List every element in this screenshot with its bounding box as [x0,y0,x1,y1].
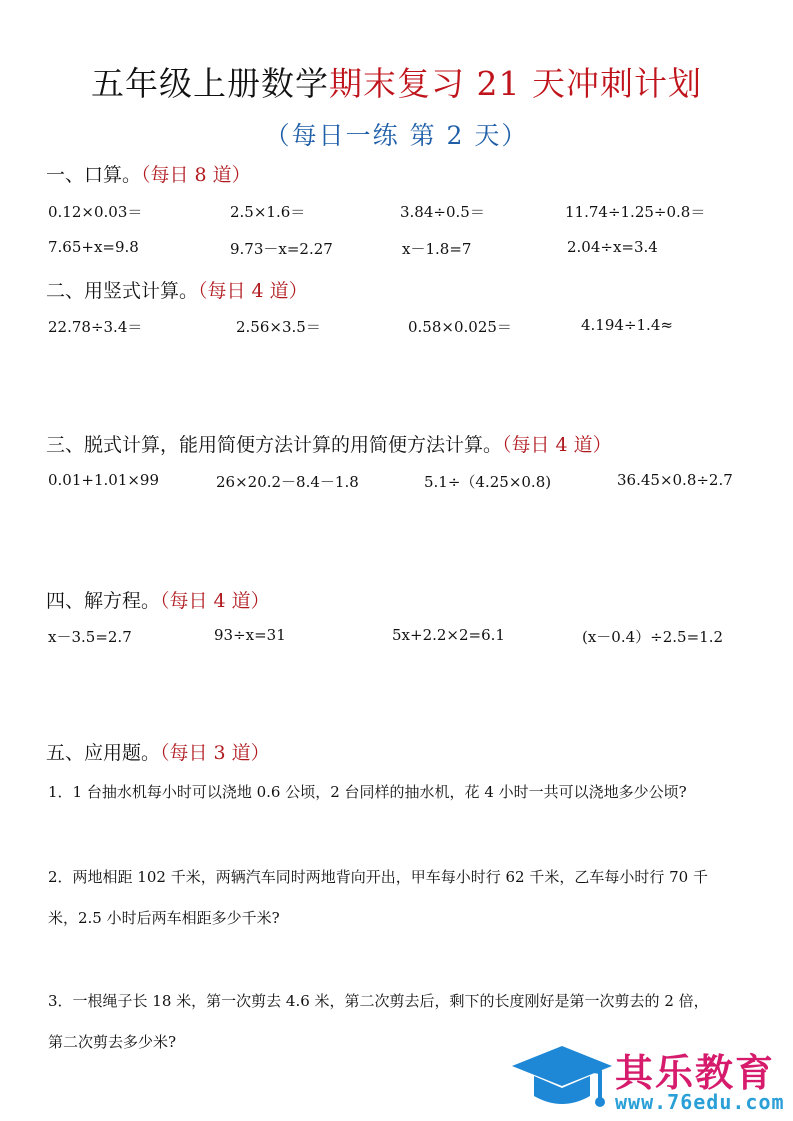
word-problem-3-cont: 第二次剪去多少米? [48,1033,177,1051]
problem-item: 5.1÷（4.25×0.8) [424,473,552,491]
problem-item: 4.194÷1.4≈ [581,316,673,334]
title-black: 五年级上册数学 [91,64,329,103]
problem-item: 7.65+x=9.8 [48,238,139,256]
problem-item: 0.01+1.01×99 [48,471,160,489]
section-quota: （每日 4 道） [198,280,308,302]
logo-url: www.76edu.com [615,1090,785,1114]
section-heading-5: 五、应用题。（每日 3 道） [46,742,270,764]
problem-item: (x－0.4）÷2.5=1.2 [582,628,724,646]
title-red: 期末复习 21 天冲刺计划 [329,64,702,103]
problem-item: 22.78÷3.4＝ [48,318,143,336]
problem-item: 0.58×0.025＝ [408,318,512,336]
problem-item: 9.73－x=2.27 [230,240,333,258]
section-heading-4: 四、解方程。（每日 4 道） [46,590,270,612]
problem-item: 11.74÷1.25÷0.8＝ [565,203,706,221]
section-quota: （每日 4 道） [160,590,270,612]
problem-item: 3.84÷0.5＝ [400,203,485,221]
problem-item: x－3.5=2.7 [48,628,132,646]
word-problem-2: 2．两地相距 102 千米，两辆汽车同时两地背向开出，甲车每小时行 62 千米，乙车每小时行 70 千 [48,868,708,886]
page-subtitle: （每日一练 第 2 天） [264,121,529,150]
problem-item: 36.45×0.8÷2.7 [617,471,733,489]
section-heading-2: 二、用竖式计算。（每日 4 道） [46,280,308,302]
problem-item: 5x+2.2×2=6.1 [392,626,505,644]
problem-item: x－1.8=7 [402,240,472,258]
section-quota: （每日 3 道） [160,742,270,764]
section-heading-1: 一、口算。（每日 8 道） [46,164,251,186]
logo-name: 其乐教育 [615,1051,776,1095]
word-problem-1: 1．1 台抽水机每小时可以浇地 0.6 公顷，2 台同样的抽水机，花 4 小时一共可以浇地多少公顷? [48,783,687,801]
problem-item: 2.56×3.5＝ [236,318,321,336]
problem-item: 2.04÷x=3.4 [567,238,658,256]
section-heading-3: 三、脱式计算，能用简便方法计算的用简便方法计算。（每日 4 道） [46,434,612,456]
page-title [0,58,793,105]
problem-item: 93÷x=31 [214,626,286,644]
problem-item: 2.5×1.6＝ [230,203,306,221]
word-problem-3: 3．一根绳子长 18 米，第一次剪去 4.6 米，第二次剪去后，剩下的长度刚好是第一次剪去的 2 倍， [48,992,709,1010]
word-problem-2-cont: 米，2.5 小时后两车相距多少千米? [48,909,280,927]
section-quota: （每日 4 道） [502,434,612,456]
section-quota: （每日 8 道） [141,164,251,186]
problem-item: 26×20.2－8.4－1.8 [216,473,359,491]
problem-item: 0.12×0.03＝ [48,203,143,221]
